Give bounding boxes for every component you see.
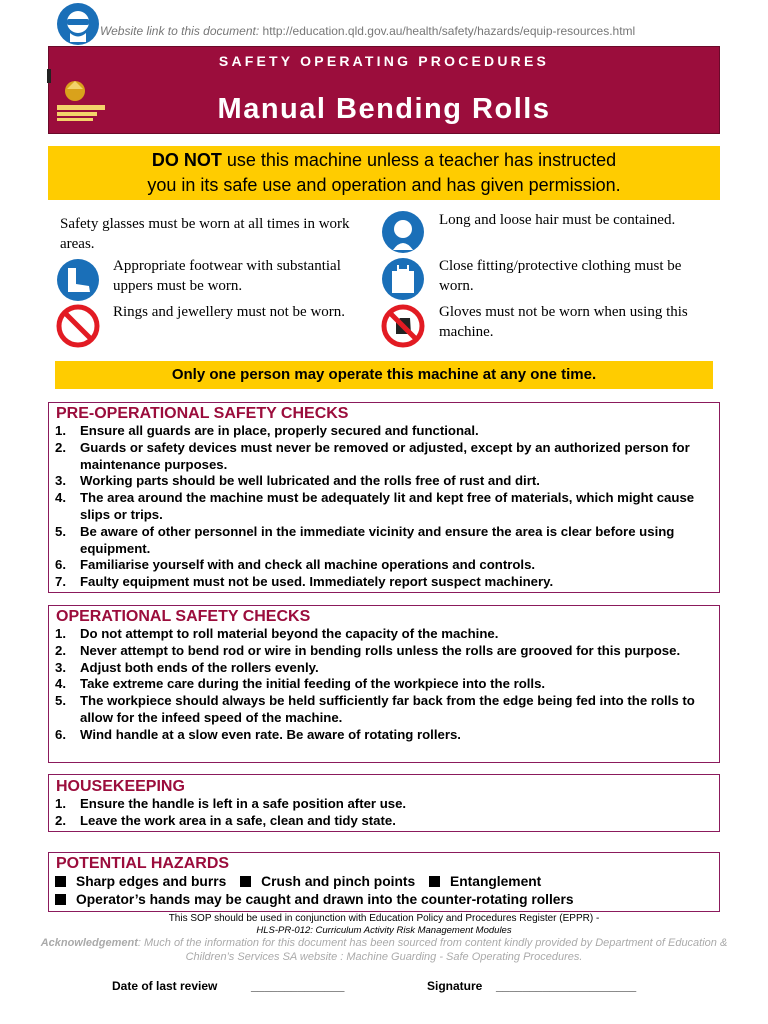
page-header [48,46,720,134]
hazard-item: Sharp edges and burrs [76,874,227,889]
date-of-review-field[interactable]: ______________ [251,979,345,993]
hazard-row [49,891,719,909]
hazard-item: Operator’s hands may be caught and drawn into the counter-rotating rollers [76,892,574,907]
teacher-permission-warning [48,146,720,200]
list-item: 2. Guards or safety devices must never be removed or adjusted, except by an authorized person for maintenance purposes. [55,439,690,472]
section-title: POTENTIAL HAZARDS [56,855,230,872]
potential-hazards [48,852,720,912]
one-person-banner: Only one person may operate this machine at any one time. [55,361,713,389]
acknowledgement-text: : Much of the information for this document has been sourced from content kindly provided by Department of Education & Children’s Services SA website : Machine Guarding - Safe Operating Procedures. [137,937,728,963]
website-link-url[interactable]: http://education.qld.gov.au/health/safety/hazards/equip-resources.html [262,24,636,38]
list-item: 2. Never attempt to bend rod or wire in bending rolls unless the rolls are grooved for this purpose. [55,642,681,658]
bullet-square-icon [55,894,66,905]
hair-contained-icon [381,210,425,254]
bullet-square-icon [55,876,66,887]
left-marker [47,69,51,83]
list-item: 5. Be aware of other personnel in the immediate vicinity and ensure the area is clear before using equipment. [55,523,675,556]
website-link-label: Website link to this document: [100,24,260,38]
list-item: 4. Take extreme care during the initial feeding of the workpiece into the rolls. [55,676,546,692]
date-of-review-label: Date of last review [112,979,218,993]
list-item: 7. Faulty equipment must not be used. Immediately report suspect machinery. [55,574,554,590]
protective-clothing-icon [381,257,425,301]
list-item: 6. Wind handle at a slow even rate. Be aware of rotating rollers. [55,726,461,742]
bullet-square-icon [240,876,251,887]
list-item: 1. Do not attempt to roll material beyond the capacity of the machine. [55,626,499,641]
list-item: 1. Ensure all guards are in place, properly secured and functional. [55,423,479,438]
warning-emphasis: DO NOT [151,150,222,170]
section-title: HOUSEKEEPING [56,778,185,795]
page-title: Manual Bending Rolls [217,93,551,125]
warning-line2: you in its safe use and operation and has given permission. [147,175,621,195]
acknowledgement [34,936,734,964]
warning-line1: use this machine unless a teacher has instructed [221,150,617,170]
list-item: 1. Ensure the handle is left in a safe position after use. [55,796,407,811]
list-item: 4. The area around the machine must be adequately lit and kept free of materials, which might cause slips or trips. [55,490,695,522]
signature-field[interactable]: _____________________ [496,979,637,993]
ppe-gloves-text: Gloves must not be worn when using this machine. [439,304,688,340]
footer-eppr-note: This SOP should be used in conjunction with Education Policy and Procedures Register (EPPR) - [168,913,600,924]
hazard-row [49,873,719,891]
housekeeping [48,774,720,832]
document-subtitle: SAFETY OPERATING PROCEDURES [218,53,550,69]
no-jewellery-icon [56,304,100,348]
section-title: PRE-OPERATIONAL SAFETY CHECKS [56,405,349,422]
pre-operational-checks [48,402,720,593]
list-item: 3. Adjust both ends of the rollers evenly. [55,659,319,675]
no-gloves-icon [381,304,425,348]
list-item: 2. Leave the work area in a safe, clean and tidy state. [55,812,396,828]
list-item: 5. The workpiece should always be held sufficiently far back from the edge being fed into the rolls to allow for the infeed speed of the machine. [55,693,695,725]
operational-checks [48,605,720,763]
hazard-item: Crush and pinch points [261,874,416,889]
website-link[interactable] [100,24,635,38]
ppe-clothing-text: Close fitting/protective clothing must be worn. [439,258,682,294]
ppe-hair-text: Long and loose hair must be contained. [439,212,676,228]
signature-label: Signature [427,979,483,993]
hazard-item: Entanglement [450,874,542,889]
safety-glasses-icon [56,2,100,46]
section-title: OPERATIONAL SAFETY CHECKS [56,608,311,625]
ppe-glasses-text: Safety glasses must be worn at all times in work areas. [60,216,350,252]
footer-module-ref: HLS-PR-012: Curriculum Activity Risk Management Modules [256,925,512,936]
list-item: 3. Working parts should be well lubricated and the rolls free of rust and dirt. [55,473,540,489]
ppe-footwear-text: Appropriate footwear with substantial uppers must be worn. [113,258,341,294]
ppe-rings-text: Rings and jewellery must not be worn. [113,304,346,320]
bullet-square-icon [429,876,440,887]
list-item: 6. Familiarise yourself with and check all machine operations and controls. [55,557,536,573]
acknowledgement-label: Acknowledgement [40,937,138,949]
safety-boots-icon [56,258,100,302]
